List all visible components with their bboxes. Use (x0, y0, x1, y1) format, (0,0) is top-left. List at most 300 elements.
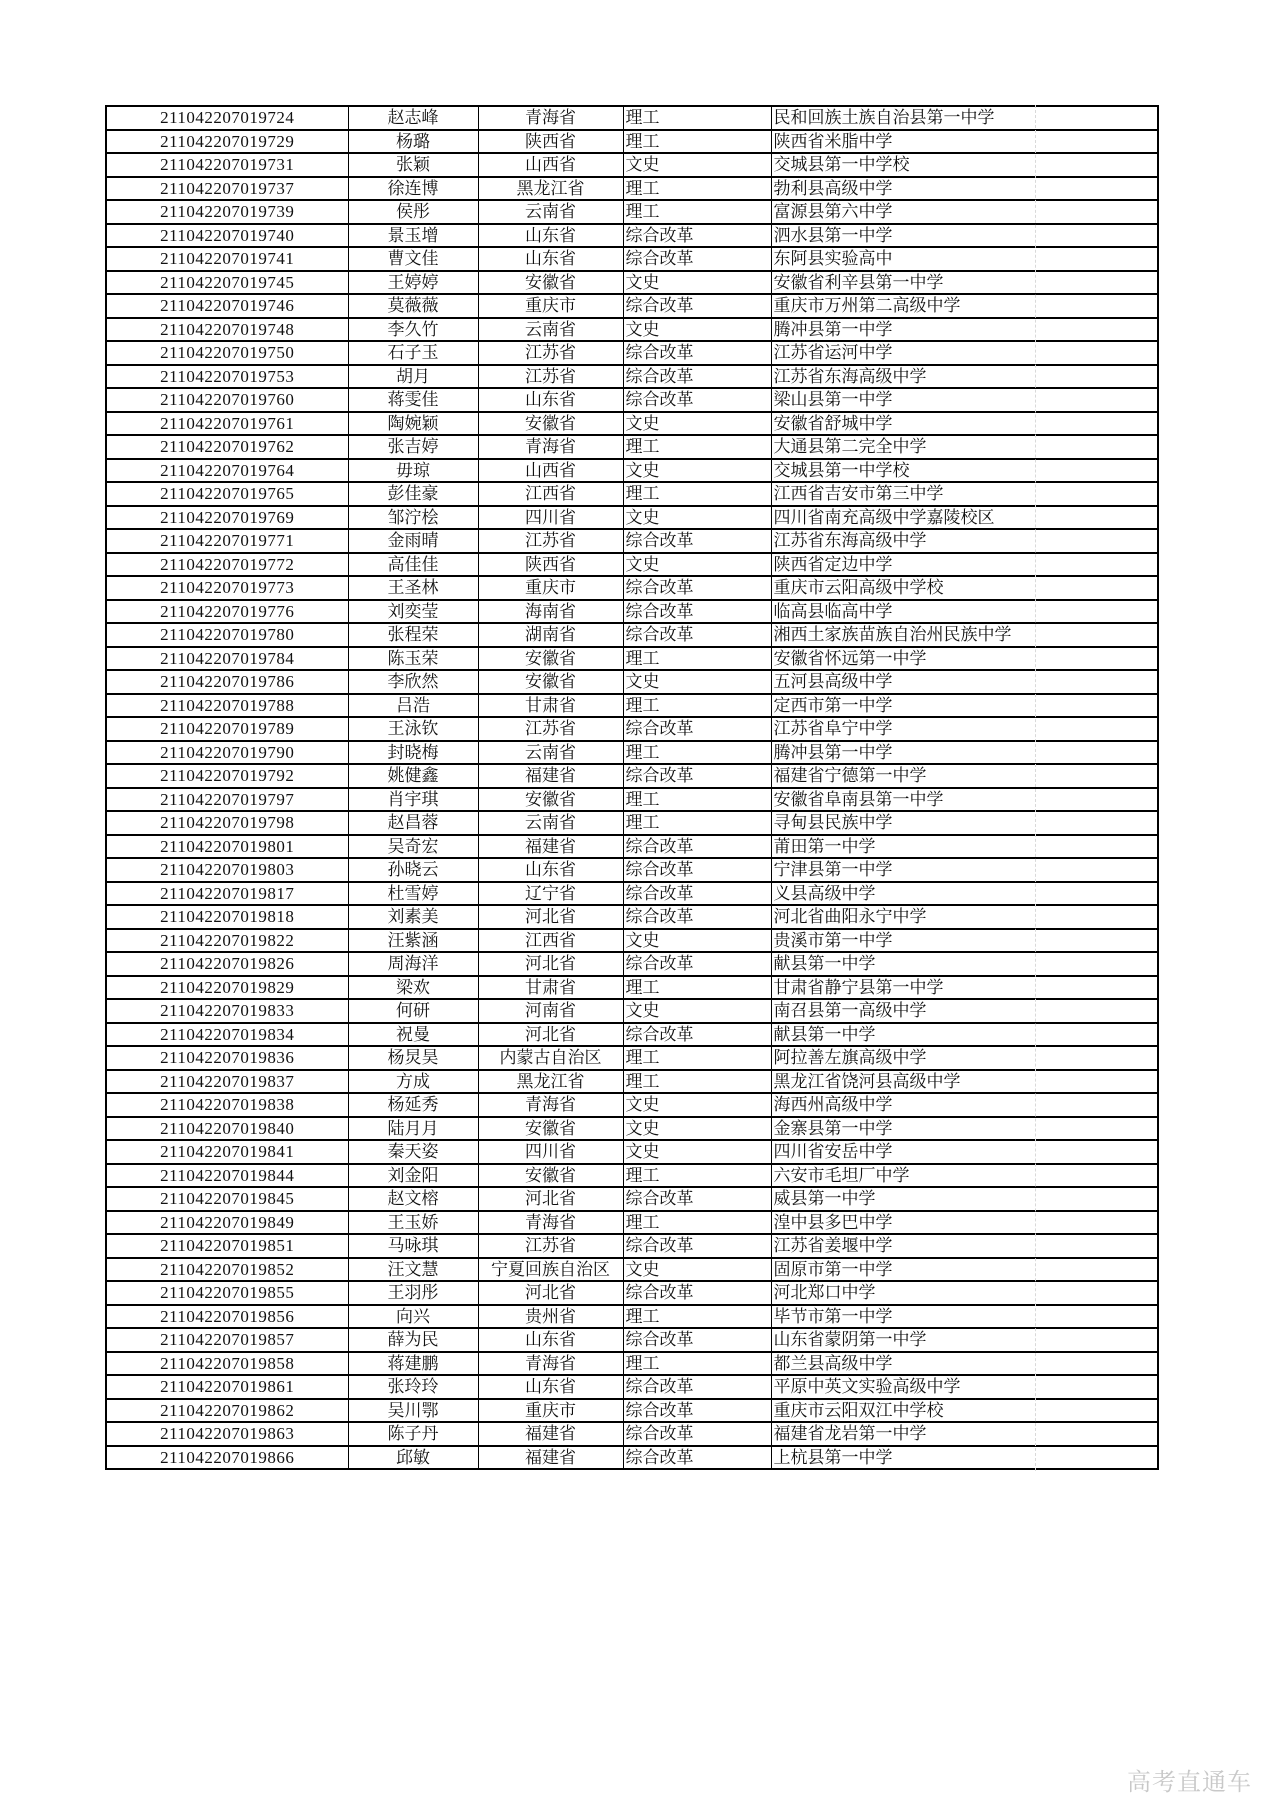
cell-province: 山西省 (478, 459, 623, 483)
cell-category: 理工 (623, 177, 771, 201)
cell-name: 肖宇琪 (348, 788, 478, 812)
cell-category: 理工 (623, 482, 771, 506)
cell-id: 211042207019851 (106, 1234, 348, 1258)
cell-id: 211042207019761 (106, 412, 348, 436)
cell-id: 211042207019784 (106, 647, 348, 671)
table-row (106, 529, 1158, 553)
table-row (106, 1211, 1158, 1235)
cell-category: 综合改革 (623, 224, 771, 248)
cell-name: 汪文慧 (348, 1258, 478, 1282)
cell-province: 甘肃省 (478, 976, 623, 1000)
cell-province: 福建省 (478, 1422, 623, 1446)
cell-name: 向兴 (348, 1305, 478, 1329)
cell-category: 文史 (623, 1258, 771, 1282)
cell-id: 211042207019786 (106, 670, 348, 694)
cell-category: 综合改革 (623, 882, 771, 906)
cell-id: 211042207019798 (106, 811, 348, 835)
cell-category: 理工 (623, 1352, 771, 1376)
cell-category: 综合改革 (623, 858, 771, 882)
cell-id: 211042207019772 (106, 553, 348, 577)
table-row (106, 318, 1158, 342)
cell-name: 王婷婷 (348, 271, 478, 295)
cell-id: 211042207019724 (106, 106, 348, 130)
cell-school: 四川省南充高级中学嘉陵校区 (771, 506, 1158, 530)
cell-province: 湖南省 (478, 623, 623, 647)
cell-school: 都兰县高级中学 (771, 1352, 1158, 1376)
cell-school: 腾冲县第一中学 (771, 741, 1158, 765)
cell-category: 综合改革 (623, 365, 771, 389)
table-row (106, 1352, 1158, 1376)
cell-name: 杨炅昊 (348, 1046, 478, 1070)
watermark-text: 高考直通车 (1127, 1769, 1252, 1796)
cell-school: 献县第一中学 (771, 1023, 1158, 1047)
cell-school: 勃利县高级中学 (771, 177, 1158, 201)
cell-id: 211042207019746 (106, 294, 348, 318)
cell-school: 安徽省利辛县第一中学 (771, 271, 1158, 295)
cell-name: 吕浩 (348, 694, 478, 718)
student-list-table (105, 105, 1159, 1470)
cell-school: 献县第一中学 (771, 952, 1158, 976)
table-row (106, 976, 1158, 1000)
cell-school: 大通县第二完全中学 (771, 435, 1158, 459)
table-row (106, 858, 1158, 882)
cell-id: 211042207019803 (106, 858, 348, 882)
cell-province: 辽宁省 (478, 882, 623, 906)
cell-name: 何研 (348, 999, 478, 1023)
table-row (106, 600, 1158, 624)
table-row (106, 247, 1158, 271)
cell-name: 张颖 (348, 153, 478, 177)
cell-id: 211042207019764 (106, 459, 348, 483)
cell-id: 211042207019863 (106, 1422, 348, 1446)
cell-category: 理工 (623, 1046, 771, 1070)
cell-category: 理工 (623, 694, 771, 718)
table-row (106, 506, 1158, 530)
cell-id: 211042207019788 (106, 694, 348, 718)
cell-name: 刘素美 (348, 905, 478, 929)
cell-school: 安徽省舒城中学 (771, 412, 1158, 436)
table-row (106, 388, 1158, 412)
cell-province: 江苏省 (478, 717, 623, 741)
cell-province: 安徽省 (478, 1164, 623, 1188)
table-row (106, 1281, 1158, 1305)
cell-category: 文史 (623, 318, 771, 342)
cell-category: 综合改革 (623, 1399, 771, 1423)
cell-province: 陕西省 (478, 553, 623, 577)
cell-province: 贵州省 (478, 1305, 623, 1329)
cell-id: 211042207019837 (106, 1070, 348, 1094)
cell-school: 东阿县实验高中 (771, 247, 1158, 271)
cell-province: 黑龙江省 (478, 177, 623, 201)
cell-name: 蒋建鹏 (348, 1352, 478, 1376)
cell-name: 杜雪婷 (348, 882, 478, 906)
cell-school: 富源县第六中学 (771, 200, 1158, 224)
cell-category: 综合改革 (623, 1187, 771, 1211)
cell-id: 211042207019857 (106, 1328, 348, 1352)
table-row (106, 177, 1158, 201)
cell-province: 福建省 (478, 835, 623, 859)
cell-id: 211042207019866 (106, 1446, 348, 1470)
cell-school: 泗水县第一中学 (771, 224, 1158, 248)
cell-province: 山东省 (478, 858, 623, 882)
table-row (106, 1375, 1158, 1399)
cell-province: 青海省 (478, 1211, 623, 1235)
cell-province: 云南省 (478, 318, 623, 342)
cell-school: 河北郑口中学 (771, 1281, 1158, 1305)
cell-province: 黑龙江省 (478, 1070, 623, 1094)
cell-province: 青海省 (478, 435, 623, 459)
cell-province: 重庆市 (478, 294, 623, 318)
cell-school: 福建省龙岩第一中学 (771, 1422, 1158, 1446)
cell-name: 周海洋 (348, 952, 478, 976)
table-row (106, 835, 1158, 859)
cell-school: 平原中英文实验高级中学 (771, 1375, 1158, 1399)
cell-name: 秦天姿 (348, 1140, 478, 1164)
cell-school: 四川省安岳中学 (771, 1140, 1158, 1164)
cell-province: 河南省 (478, 999, 623, 1023)
cell-school: 六安市毛坦厂中学 (771, 1164, 1158, 1188)
table-row (106, 905, 1158, 929)
cell-province: 河北省 (478, 1187, 623, 1211)
table-row (106, 341, 1158, 365)
cell-school: 福建省宁德第一中学 (771, 764, 1158, 788)
cell-category: 综合改革 (623, 835, 771, 859)
cell-name: 陶婉颖 (348, 412, 478, 436)
cell-id: 211042207019737 (106, 177, 348, 201)
cell-name: 陆月月 (348, 1117, 478, 1141)
table-row (106, 1328, 1158, 1352)
table-row (106, 224, 1158, 248)
cell-id: 211042207019801 (106, 835, 348, 859)
cell-name: 徐连博 (348, 177, 478, 201)
cell-category: 综合改革 (623, 1281, 771, 1305)
cell-province: 云南省 (478, 741, 623, 765)
cell-id: 211042207019773 (106, 576, 348, 600)
cell-name: 杨璐 (348, 130, 478, 154)
cell-name: 王羽彤 (348, 1281, 478, 1305)
table-row (106, 153, 1158, 177)
table-row (106, 1070, 1158, 1094)
cell-id: 211042207019841 (106, 1140, 348, 1164)
cell-province: 青海省 (478, 106, 623, 130)
cell-province: 云南省 (478, 811, 623, 835)
cell-province: 青海省 (478, 1093, 623, 1117)
cell-name: 马咏琪 (348, 1234, 478, 1258)
table-row (106, 1305, 1158, 1329)
table-row (106, 294, 1158, 318)
cell-name: 刘金阳 (348, 1164, 478, 1188)
table-row (106, 200, 1158, 224)
cell-name: 梁欢 (348, 976, 478, 1000)
cell-category: 文史 (623, 1093, 771, 1117)
cell-province: 河北省 (478, 1281, 623, 1305)
cell-school: 重庆市万州第二高级中学 (771, 294, 1158, 318)
cell-school: 海西州高级中学 (771, 1093, 1158, 1117)
cell-category: 理工 (623, 1070, 771, 1094)
table-row (106, 365, 1158, 389)
cell-school: 河北省曲阳永宁中学 (771, 905, 1158, 929)
cell-id: 211042207019833 (106, 999, 348, 1023)
cell-category: 理工 (623, 435, 771, 459)
cell-school: 交城县第一中学校 (771, 153, 1158, 177)
cell-category: 综合改革 (623, 341, 771, 365)
table-row (106, 952, 1158, 976)
cell-id: 211042207019849 (106, 1211, 348, 1235)
cell-province: 河北省 (478, 952, 623, 976)
cell-school: 金寨县第一中学 (771, 1117, 1158, 1141)
cell-category: 综合改革 (623, 388, 771, 412)
cell-id: 211042207019780 (106, 623, 348, 647)
cell-name: 王圣林 (348, 576, 478, 600)
cell-province: 山东省 (478, 1328, 623, 1352)
cell-id: 211042207019731 (106, 153, 348, 177)
cell-province: 江西省 (478, 482, 623, 506)
cell-name: 莫薇薇 (348, 294, 478, 318)
table-row (106, 623, 1158, 647)
cell-name: 张玲玲 (348, 1375, 478, 1399)
table-row (106, 130, 1158, 154)
cell-category: 文史 (623, 929, 771, 953)
table-row (106, 1234, 1158, 1258)
cell-category: 综合改革 (623, 1375, 771, 1399)
cell-name: 赵志峰 (348, 106, 478, 130)
cell-name: 陈玉荣 (348, 647, 478, 671)
cell-school: 重庆市云阳高级中学校 (771, 576, 1158, 600)
cell-id: 211042207019771 (106, 529, 348, 553)
cell-province: 河北省 (478, 905, 623, 929)
cell-id: 211042207019858 (106, 1352, 348, 1376)
cell-school: 梁山县第一中学 (771, 388, 1158, 412)
cell-id: 211042207019745 (106, 271, 348, 295)
cell-name: 陈子丹 (348, 1422, 478, 1446)
cell-id: 211042207019856 (106, 1305, 348, 1329)
cell-province: 江苏省 (478, 365, 623, 389)
cell-name: 景玉增 (348, 224, 478, 248)
cell-id: 211042207019739 (106, 200, 348, 224)
cell-id: 211042207019750 (106, 341, 348, 365)
cell-name: 刘奕莹 (348, 600, 478, 624)
cell-school: 江苏省阜宁中学 (771, 717, 1158, 741)
cell-id: 211042207019862 (106, 1399, 348, 1423)
cell-id: 211042207019844 (106, 1164, 348, 1188)
cell-province: 安徽省 (478, 647, 623, 671)
table-row (106, 435, 1158, 459)
cell-province: 重庆市 (478, 1399, 623, 1423)
table-row (106, 482, 1158, 506)
cell-province: 四川省 (478, 1140, 623, 1164)
table-row (106, 271, 1158, 295)
cell-category: 综合改革 (623, 529, 771, 553)
table-row (106, 1446, 1158, 1470)
cell-category: 理工 (623, 200, 771, 224)
cell-name: 吴川鄂 (348, 1399, 478, 1423)
table-row (106, 882, 1158, 906)
cell-category: 文史 (623, 459, 771, 483)
cell-category: 文史 (623, 412, 771, 436)
cell-category: 理工 (623, 647, 771, 671)
cell-name: 汪紫涵 (348, 929, 478, 953)
cell-id: 211042207019740 (106, 224, 348, 248)
cell-name: 胡月 (348, 365, 478, 389)
table-row (106, 1046, 1158, 1070)
cell-school: 固原市第一中学 (771, 1258, 1158, 1282)
cell-school: 江西省吉安市第三中学 (771, 482, 1158, 506)
cell-school: 莆田第一中学 (771, 835, 1158, 859)
cell-school: 贵溪市第一中学 (771, 929, 1158, 953)
cell-category: 综合改革 (623, 1023, 771, 1047)
cell-id: 211042207019840 (106, 1117, 348, 1141)
cell-school: 湟中县多巴中学 (771, 1211, 1158, 1235)
cell-category: 理工 (623, 130, 771, 154)
table-row (106, 412, 1158, 436)
cell-province: 山东省 (478, 247, 623, 271)
cell-id: 211042207019765 (106, 482, 348, 506)
table-row (106, 717, 1158, 741)
cell-school: 威县第一中学 (771, 1187, 1158, 1211)
cell-school: 安徽省阜南县第一中学 (771, 788, 1158, 812)
table-row (106, 694, 1158, 718)
cell-name: 金雨晴 (348, 529, 478, 553)
cell-name: 彭佳豪 (348, 482, 478, 506)
cell-category: 综合改革 (623, 1234, 771, 1258)
table-row (106, 764, 1158, 788)
table-row (106, 670, 1158, 694)
cell-name: 侯彤 (348, 200, 478, 224)
cell-id: 211042207019792 (106, 764, 348, 788)
cell-category: 综合改革 (623, 1328, 771, 1352)
table-row (106, 647, 1158, 671)
cell-category: 文史 (623, 670, 771, 694)
cell-name: 毋琼 (348, 459, 478, 483)
cell-name: 曹文佳 (348, 247, 478, 271)
cell-category: 综合改革 (623, 764, 771, 788)
cell-province: 江苏省 (478, 1234, 623, 1258)
cell-id: 211042207019762 (106, 435, 348, 459)
cell-id: 211042207019836 (106, 1046, 348, 1070)
cell-name: 赵文榕 (348, 1187, 478, 1211)
cell-school: 民和回族土族自治县第一中学 (771, 106, 1158, 130)
cell-category: 文史 (623, 271, 771, 295)
cell-name: 李久竹 (348, 318, 478, 342)
cell-id: 211042207019748 (106, 318, 348, 342)
cell-id: 211042207019845 (106, 1187, 348, 1211)
table-row (106, 576, 1158, 600)
cell-province: 安徽省 (478, 1117, 623, 1141)
cell-name: 薛为民 (348, 1328, 478, 1352)
cell-id: 211042207019838 (106, 1093, 348, 1117)
cell-category: 综合改革 (623, 576, 771, 600)
cell-id: 211042207019826 (106, 952, 348, 976)
cell-id: 211042207019769 (106, 506, 348, 530)
table-row (106, 459, 1158, 483)
cell-category: 文史 (623, 506, 771, 530)
cell-school: 腾冲县第一中学 (771, 318, 1158, 342)
table-row (106, 1023, 1158, 1047)
cell-id: 211042207019741 (106, 247, 348, 271)
cell-province: 安徽省 (478, 412, 623, 436)
cell-school: 寻甸县民族中学 (771, 811, 1158, 835)
cell-category: 综合改革 (623, 294, 771, 318)
cell-name: 张程荣 (348, 623, 478, 647)
cell-province: 宁夏回族自治区 (478, 1258, 623, 1282)
table-row (106, 999, 1158, 1023)
cell-school: 安徽省怀远第一中学 (771, 647, 1158, 671)
table-row (106, 741, 1158, 765)
cell-school: 交城县第一中学校 (771, 459, 1158, 483)
cell-school: 湘西土家族苗族自治州民族中学 (771, 623, 1158, 647)
cell-name: 赵昌蓉 (348, 811, 478, 835)
cell-category: 理工 (623, 788, 771, 812)
cell-school: 山东省蒙阴第一中学 (771, 1328, 1158, 1352)
cell-province: 安徽省 (478, 271, 623, 295)
cell-category: 理工 (623, 976, 771, 1000)
cell-province: 山东省 (478, 1375, 623, 1399)
cell-category: 综合改革 (623, 717, 771, 741)
cell-name: 李欣然 (348, 670, 478, 694)
cell-name: 孙晓云 (348, 858, 478, 882)
cell-name: 祝曼 (348, 1023, 478, 1047)
table-row (106, 1422, 1158, 1446)
cell-id: 211042207019789 (106, 717, 348, 741)
cell-province: 海南省 (478, 600, 623, 624)
cell-name: 王玉娇 (348, 1211, 478, 1235)
cell-province: 青海省 (478, 1352, 623, 1376)
cell-category: 理工 (623, 741, 771, 765)
table-row (106, 1140, 1158, 1164)
cell-id: 211042207019852 (106, 1258, 348, 1282)
cell-category: 理工 (623, 106, 771, 130)
cell-name: 封晓梅 (348, 741, 478, 765)
cell-province: 山东省 (478, 388, 623, 412)
cell-id: 211042207019861 (106, 1375, 348, 1399)
cell-province: 甘肃省 (478, 694, 623, 718)
cell-school: 陕西省米脂中学 (771, 130, 1158, 154)
cell-category: 理工 (623, 1305, 771, 1329)
cell-id: 211042207019818 (106, 905, 348, 929)
cell-school: 临高县临高中学 (771, 600, 1158, 624)
cell-school: 黑龙江省饶河县高级中学 (771, 1070, 1158, 1094)
cell-name: 邹泞桧 (348, 506, 478, 530)
cell-id: 211042207019797 (106, 788, 348, 812)
cell-school: 陕西省定边中学 (771, 553, 1158, 577)
cell-province: 江苏省 (478, 341, 623, 365)
cell-name: 高佳佳 (348, 553, 478, 577)
table-row (106, 553, 1158, 577)
cell-province: 山西省 (478, 153, 623, 177)
cell-name: 杨延秀 (348, 1093, 478, 1117)
table-row (106, 929, 1158, 953)
cell-name: 吴奇宏 (348, 835, 478, 859)
cell-category: 综合改革 (623, 600, 771, 624)
cell-school: 重庆市云阳双江中学校 (771, 1399, 1158, 1423)
cell-name: 张吉婷 (348, 435, 478, 459)
cell-school: 宁津县第一中学 (771, 858, 1158, 882)
cell-category: 理工 (623, 1164, 771, 1188)
cell-school: 江苏省东海高级中学 (771, 529, 1158, 553)
cell-id: 211042207019729 (106, 130, 348, 154)
table-row (106, 1093, 1158, 1117)
cell-province: 福建省 (478, 764, 623, 788)
cell-province: 安徽省 (478, 670, 623, 694)
cell-province: 福建省 (478, 1446, 623, 1470)
cell-category: 综合改革 (623, 1422, 771, 1446)
table-row (106, 788, 1158, 812)
cell-province: 重庆市 (478, 576, 623, 600)
cell-id: 211042207019834 (106, 1023, 348, 1047)
cell-name: 姚健鑫 (348, 764, 478, 788)
cell-name: 邱敏 (348, 1446, 478, 1470)
cell-category: 理工 (623, 1211, 771, 1235)
